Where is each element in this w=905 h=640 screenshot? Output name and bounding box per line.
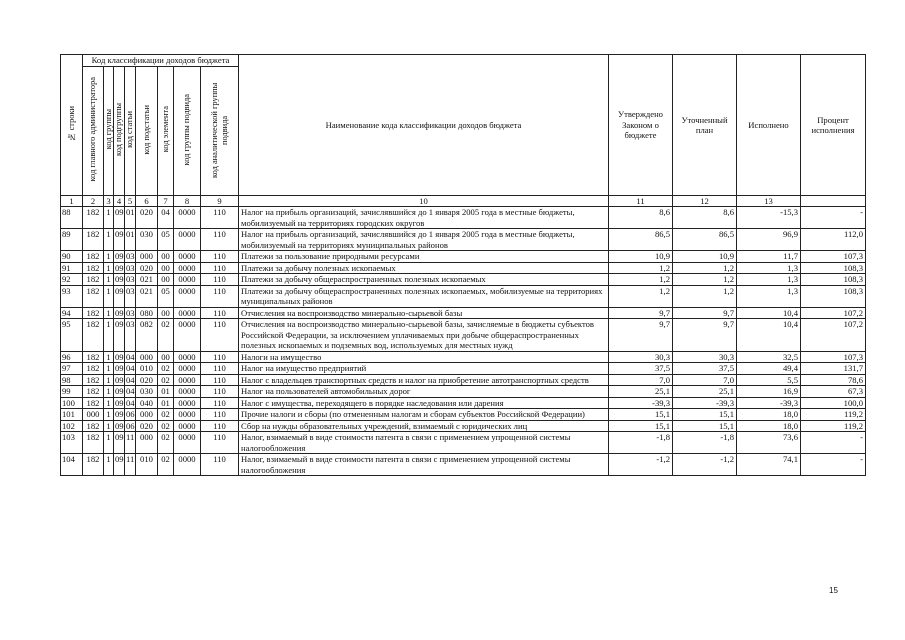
percent-value: 112,0 [801,229,866,251]
group-code: 1 [104,409,114,421]
group-code: 1 [104,285,114,307]
column-number: 3 [104,196,114,207]
row-number: 93 [61,285,83,307]
subgroup-code: 09 [114,207,125,229]
subgroup-code: 09 [115,363,124,373]
executed-header: Исполнено [737,55,801,196]
analytic-group-code: 110 [201,229,239,251]
row-number: 88 [61,207,83,229]
column-number: 7 [158,196,174,207]
subtype-group-code: 0000 [174,229,201,251]
approved-value: 25,1 [609,386,673,398]
analytic-group-code: 110 [201,307,239,319]
percent-value: 108,3 [801,274,866,286]
admin-code: 000 [83,409,104,421]
refined-plan-value: 30,3 [673,351,737,363]
table-row [61,285,866,307]
element-code: 00 [158,262,174,274]
revenue-name: Налог на прибыль организаций, зачислявшийся до 1 января 2005 года в местные бюджеты, мобилизуемый на территориях муниципальных районов [239,229,609,251]
percent-value: 108,3 [801,262,866,274]
percent-value: 119,2 [801,420,866,432]
subarticle-code: 040 [136,397,158,409]
refined-plan-value: 7,0 [673,374,737,386]
admin-code: 182 [83,420,104,432]
subtype-group-code: 0000 [174,374,201,386]
article-code: 03 [125,319,136,352]
analytic-group-code: 110 [201,363,239,375]
column-number: 6 [136,196,158,207]
analytic-group-code: 110 [201,432,239,454]
table-row [61,274,866,286]
executed-value: 1,3 [737,274,801,286]
article-code: 03 [126,274,135,284]
revenue-name: Платежи за пользование природными ресурсами [239,251,609,263]
admin-code: 182 [83,262,104,274]
group-code: 1 [104,307,114,319]
table-row [61,319,866,352]
admin-code: 182 [83,454,104,476]
group-code: 1 [104,374,114,386]
subarticle-code: 010 [136,454,158,476]
executed-value: 1,3 [737,262,801,274]
table-row [61,454,866,476]
percent-header: Процент исполнения [801,55,866,196]
subarticle-code: 082 [136,319,158,352]
refined-plan-value: -1,8 [673,432,737,454]
row-number: 97 [61,363,83,375]
subtype-group-code: 0000 [174,207,201,229]
analytic-group-code: 110 [201,207,239,229]
approved-value: 1,2 [609,274,673,286]
article-code: 03 [126,262,135,273]
element-code: 01 [158,386,174,398]
group-code: 1 [104,420,114,432]
column-number: 4 [114,196,125,207]
subgroup-code: 09 [115,397,124,408]
subgroup-code: 09 [115,409,124,419]
approved-value: -39,3 [609,397,673,409]
element-code: 02 [158,409,174,421]
executed-value: 18,0 [737,409,801,421]
executed-value: 32,5 [737,351,801,363]
admin-code: 182 [83,285,104,307]
revenue-name: Налог с владельцев транспортных средств и налог на приобретение автотранспортных средств [239,374,609,386]
admin-code: 182 [83,251,104,263]
percent-value: 100,0 [801,397,866,409]
subgroup-code: 09 [114,432,125,454]
column-number: 11 [609,196,673,207]
table-row [61,262,866,274]
article-code: 03 [126,307,135,318]
article-code: 11 [125,432,136,454]
article-code: 06 [126,420,135,431]
admin-code: 182 [83,386,104,398]
row-number: 100 [61,397,83,409]
approved-value: 7,0 [609,374,673,386]
element-code: 00 [158,351,174,363]
approved-value: 1,2 [609,285,673,307]
subgroup-code: 09 [114,319,125,352]
percent-value: 107,3 [801,251,866,263]
subarticle-code: 020 [136,207,158,229]
article-code-header: код статьи [125,66,136,196]
analytic-group-code: 110 [201,251,239,263]
article-code: 01 [125,229,136,251]
group-code: 1 [104,274,114,286]
refined-plan-value: 86,5 [673,229,737,251]
element-code: 04 [158,207,174,229]
subtype-group-code: 0000 [174,420,201,432]
subarticle-code: 020 [136,374,158,386]
article-code: 01 [125,207,136,229]
article-code: 03 [125,285,136,307]
revenue-name: Отчисления на воспроизводство минерально-сырьевой базы [239,307,609,319]
column-number: 8 [174,196,201,207]
admin-code: 182 [83,374,104,386]
refined-plan-value: 1,2 [673,285,737,307]
group-code: 1 [104,207,114,229]
admin-code-header: код главного администратора [83,66,104,196]
table-row [61,207,866,229]
admin-code: 182 [83,229,104,251]
row-number: 90 [61,251,83,263]
subtype-group-code: 0000 [174,409,201,421]
group-code: 1 [104,454,114,476]
table-row [61,307,866,319]
revenue-name: Налог на имущество предприятий [239,363,609,375]
executed-value: 74,1 [737,454,801,476]
subgroup-code: 09 [114,285,125,307]
row-number: 94 [61,307,83,319]
approved-value: 9,7 [609,319,673,352]
group-code: 1 [104,229,114,251]
revenue-name: Налог на пользователей автомобильных дорог [239,386,609,398]
row-number: 103 [61,432,83,454]
analytic-group-code: 110 [201,397,239,409]
admin-code: 182 [83,274,104,286]
column-number: 9 [201,196,239,207]
approved-value: 37,5 [609,363,673,375]
subgroup-code: 09 [115,307,124,318]
page-number: 15 [829,586,838,595]
subtype-group-code: 0000 [174,351,201,363]
analytic-group-code: 110 [201,319,239,352]
group-code: 1 [104,319,114,352]
refined-plan-value: 8,6 [673,207,737,229]
percent-value: 107,3 [801,351,866,363]
element-code: 02 [158,454,174,476]
admin-code: 182 [83,319,104,352]
subtype-group-code: 0000 [174,262,201,274]
subgroup-code: 09 [114,229,125,251]
approved-value: 9,7 [609,307,673,319]
subgroup-code: 09 [115,351,124,362]
subgroup-code: 09 [114,454,125,476]
subarticle-code: 030 [136,386,158,398]
group-code: 1 [104,351,114,363]
name-header: Наименование кода классификации доходов бюджета [239,55,609,196]
approved-value: 10,9 [609,251,673,263]
element-code: 02 [158,319,174,352]
subgroup-code: 09 [115,274,124,284]
group-code: 1 [104,363,114,375]
revenue-name: Платежи за добычу полезных ископаемых [239,262,609,274]
executed-value: 1,3 [737,285,801,307]
table-row [61,374,866,386]
subarticle-code: 000 [136,351,158,363]
revenue-name: Налог с имущества, переходящего в порядке наследования или дарения [239,397,609,409]
subtype-group-code: 0000 [174,285,201,307]
subtype-group-code: 0000 [174,363,201,375]
subgroup-code-header: код подгруппы [114,66,125,196]
article-code: 04 [126,363,135,373]
group-code: 1 [104,262,114,274]
column-numbers-row [61,196,866,207]
group-code: 1 [104,397,114,409]
element-code: 05 [158,229,174,251]
table-row [61,251,866,263]
element-code-header: код элемента [158,66,174,196]
article-code: 03 [126,251,135,261]
element-code: 00 [158,251,174,263]
table-row [61,409,866,421]
table-row [61,420,866,432]
refined-plan-value: 10,9 [673,251,737,263]
revenue-name: Сбор на нужды образовательных учреждений, взимаемый с юридических лиц [239,420,609,432]
approved-value: -1,2 [609,454,673,476]
subarticle-code: 021 [136,274,158,286]
percent-value: 67,3 [801,386,866,398]
approved-value: 8,6 [609,207,673,229]
approved-value: 30,3 [609,351,673,363]
approved-value: 15,1 [609,409,673,421]
element-code: 00 [158,274,174,286]
subarticle-code: 021 [136,285,158,307]
revenue-name: Налог, взимаемый в виде стоимости патента в связи с применением упрощенной системы налогообложения [239,454,609,476]
row-number: 96 [61,351,83,363]
executed-value: 11,7 [737,251,801,263]
refined-plan-header: Уточненный план [673,55,737,196]
analytic-group-code: 110 [201,420,239,432]
refined-plan-value: 9,7 [673,319,737,352]
subtype-group-code-header: код группы подвида [174,66,201,196]
percent-value: - [801,432,866,454]
executed-value: 5,5 [737,374,801,386]
admin-code: 182 [83,432,104,454]
percent-value: 107,2 [801,307,866,319]
executed-value: 10,4 [737,307,801,319]
percent-value: 107,2 [801,319,866,352]
analytic-group-code: 110 [201,274,239,286]
analytic-group-code: 110 [201,374,239,386]
element-code: 02 [158,432,174,454]
refined-plan-value: -1,2 [673,454,737,476]
subtype-group-code: 0000 [174,386,201,398]
percent-value: - [801,207,866,229]
column-number: 1 [61,196,83,207]
admin-code: 182 [83,397,104,409]
approved-value: -1,8 [609,432,673,454]
admin-code: 182 [83,307,104,319]
element-code: 02 [158,374,174,386]
element-code: 01 [158,397,174,409]
revenue-name: Прочие налоги и сборы (по отмененным налогам и сборам субъектов Российской Федерации) [239,409,609,421]
executed-value: -39,3 [737,397,801,409]
percent-value: 119,2 [801,409,866,421]
revenue-name: Налог на прибыль организаций, зачислявшийся до 1 января 2005 года в местные бюджеты, мобилизуемый на территориях городских округов [239,207,609,229]
row-number: 99 [61,386,83,398]
group-code: 1 [104,251,114,263]
column-number: 10 [239,196,609,207]
refined-plan-value: 1,2 [673,274,737,286]
revenue-name: Платежи за добычу общераспространенных полезных ископаемых, мобилизуемые на территориях муниципальных районов [239,285,609,307]
element-code: 05 [158,285,174,307]
percent-value: - [801,454,866,476]
subtype-group-code: 0000 [174,274,201,286]
budget-revenue-table [60,54,866,476]
column-number [801,196,866,207]
subarticle-code: 020 [136,262,158,274]
analytic-group-code: 110 [201,262,239,274]
approved-value: 86,5 [609,229,673,251]
subarticle-code: 000 [136,251,158,263]
row-number: 98 [61,374,83,386]
classification-code-group-header: Код классификации доходов бюджета [83,55,239,67]
article-code: 04 [126,397,135,408]
element-code: 02 [158,363,174,375]
analytic-group-code: 110 [201,409,239,421]
row-number: 91 [61,262,83,274]
subarticle-code: 020 [136,420,158,432]
analytic-group-code: 110 [201,454,239,476]
subtype-group-code: 0000 [174,319,201,352]
row-number: 92 [61,274,83,286]
refined-plan-value: 9,7 [673,307,737,319]
executed-value: 16,9 [737,386,801,398]
executed-value: 10,4 [737,319,801,352]
subtype-group-code: 0000 [174,397,201,409]
subgroup-code: 09 [115,374,124,385]
percent-value: 78,6 [801,374,866,386]
executed-value: 18,0 [737,420,801,432]
refined-plan-value: 25,1 [673,386,737,398]
row-number: 101 [61,409,83,421]
row-number-header: № строки [61,55,83,196]
analytic-group-code: 110 [201,386,239,398]
approved-value: 15,1 [609,420,673,432]
subgroup-code: 09 [115,386,124,396]
table-row [61,386,866,398]
refined-plan-value: 15,1 [673,420,737,432]
article-code: 06 [126,409,135,419]
revenue-name: Налог, взимаемый в виде стоимости патента в связи с применением упрощенной системы налогообложения [239,432,609,454]
revenue-name: Платежи за добычу общераспространенных полезных ископаемых [239,274,609,286]
executed-value: -15,3 [737,207,801,229]
subarticle-code-header: код подстатьи [136,66,158,196]
table-row [61,363,866,375]
group-code-header: код группы [104,66,114,196]
article-code: 11 [125,454,136,476]
approved-value: 1,2 [609,262,673,274]
subgroup-code: 09 [115,262,124,273]
row-number: 89 [61,229,83,251]
revenue-name: Отчисления на воспроизводство минерально-сырьевой базы, зачисляемые в бюджеты субъектов Российской Федерации, за исключением уплачиваемых при добыче общераспространенных полезных ископаемых и подземных вод, используемых для местных нужд [239,319,609,352]
executed-value: 96,9 [737,229,801,251]
executed-value: 49,4 [737,363,801,375]
revenue-name: Налоги на имущество [239,351,609,363]
table-row [61,432,866,454]
row-number: 102 [61,420,83,432]
subgroup-code: 09 [115,420,124,431]
analytic-group-code-header: код аналитической группы подвида [201,66,239,196]
element-code: 02 [158,420,174,432]
group-code: 1 [104,432,114,454]
percent-value: 108,3 [801,285,866,307]
subarticle-code: 000 [136,409,158,421]
article-code: 04 [126,351,135,362]
analytic-group-code: 110 [201,285,239,307]
table-row [61,229,866,251]
refined-plan-value: 15,1 [673,409,737,421]
analytic-group-code: 110 [201,351,239,363]
subarticle-code: 010 [136,363,158,375]
subtype-group-code: 0000 [174,251,201,263]
column-number: 12 [673,196,737,207]
article-code: 04 [126,374,135,385]
subtype-group-code: 0000 [174,307,201,319]
subarticle-code: 030 [136,229,158,251]
refined-plan-value: 1,2 [673,262,737,274]
column-number: 5 [125,196,136,207]
subtype-group-code: 0000 [174,432,201,454]
article-code: 04 [126,386,135,396]
group-code: 1 [104,386,114,398]
subarticle-code: 000 [136,432,158,454]
admin-code: 182 [83,351,104,363]
subarticle-code: 080 [136,307,158,319]
refined-plan-value: -39,3 [673,397,737,409]
element-code: 00 [158,307,174,319]
percent-value: 131,7 [801,363,866,375]
subtype-group-code: 0000 [174,454,201,476]
admin-code: 182 [83,207,104,229]
column-number: 13 [737,196,801,207]
column-number: 2 [83,196,104,207]
subgroup-code: 09 [115,251,124,261]
row-number: 95 [61,319,83,352]
admin-code: 182 [83,363,104,375]
row-number: 104 [61,454,83,476]
refined-plan-value: 37,5 [673,363,737,375]
table-row [61,397,866,409]
executed-value: 73,6 [737,432,801,454]
approved-header: Утверждено Законом о бюджете [609,55,673,196]
table-row [61,351,866,363]
